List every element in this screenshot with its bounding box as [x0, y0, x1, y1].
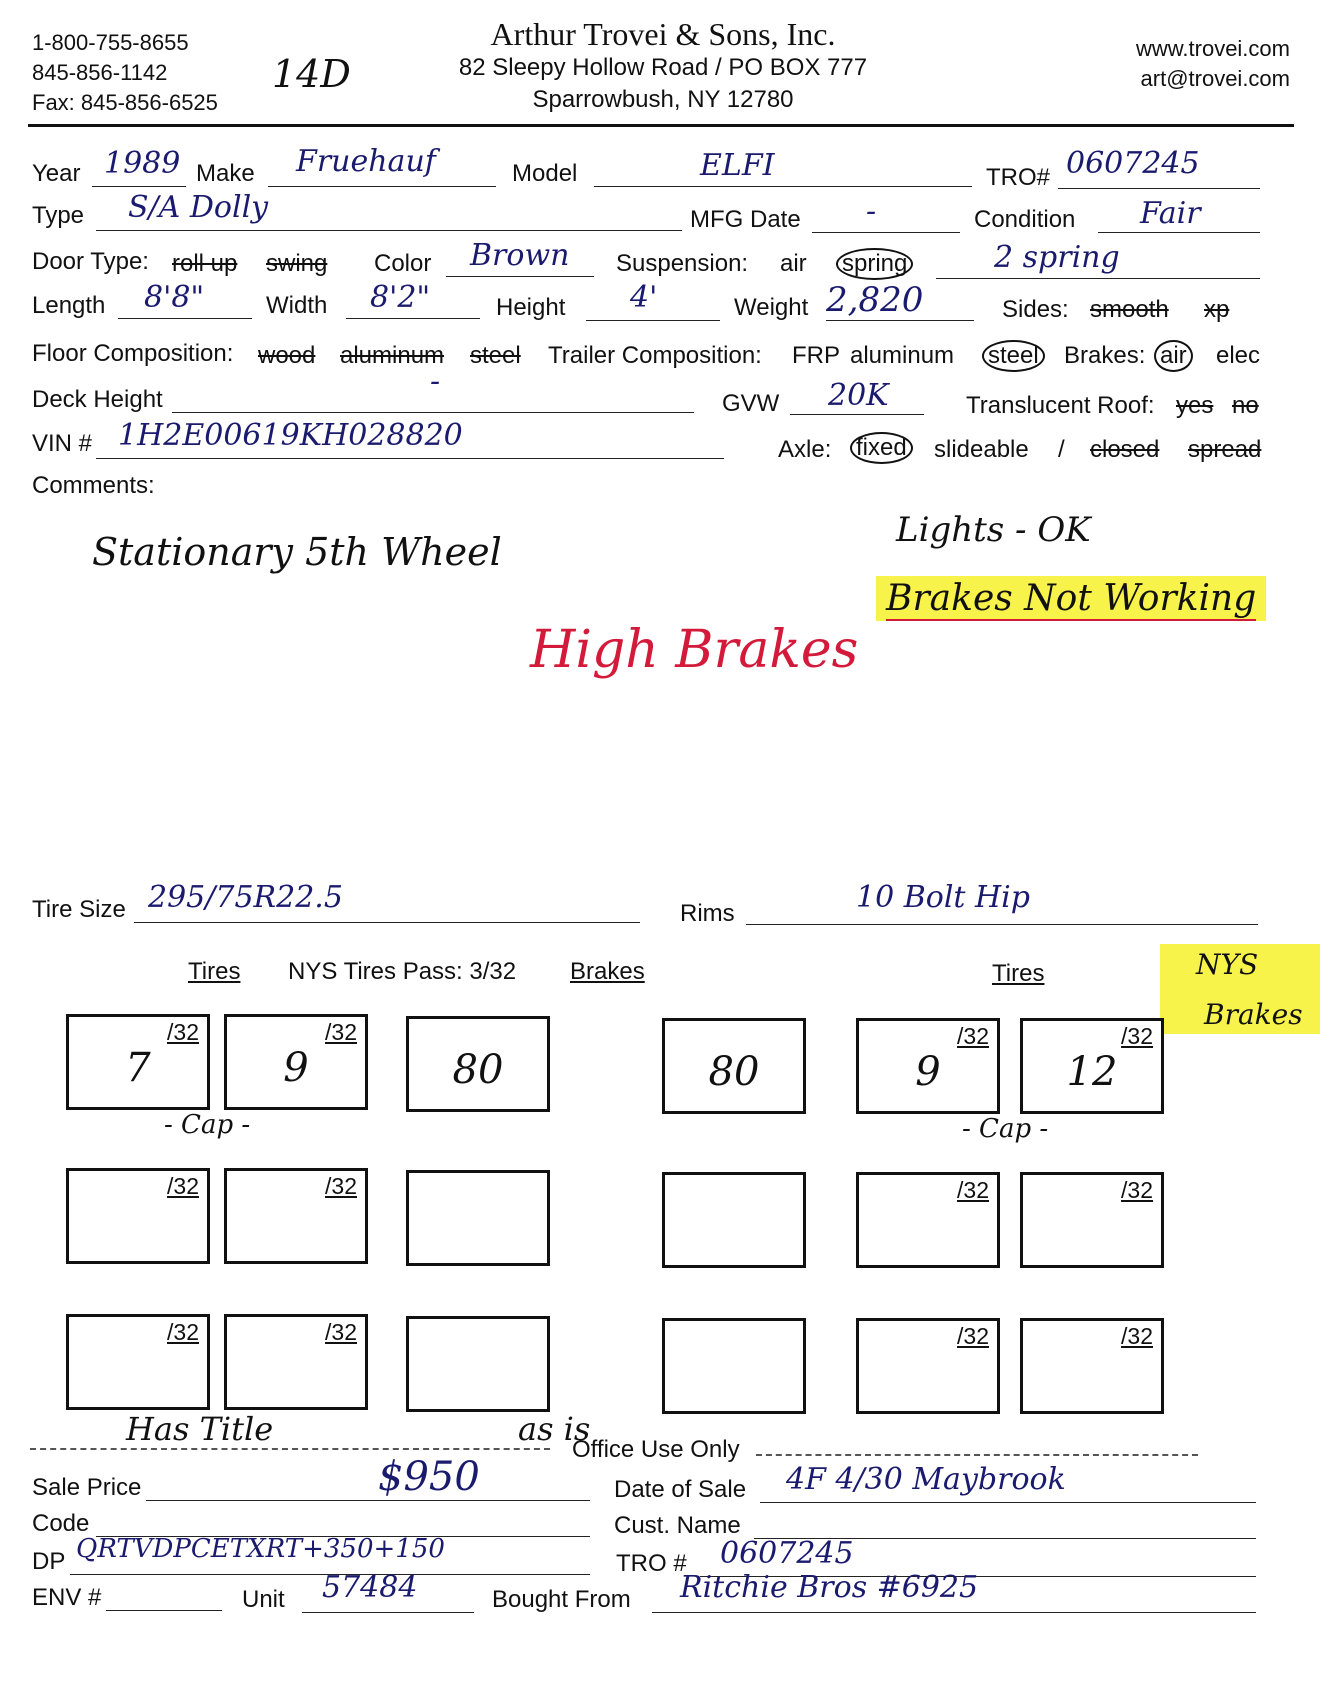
office-use-only: Office Use Only — [572, 1436, 740, 1463]
brake-box-r3-1[interactable] — [406, 1316, 550, 1412]
col-tires-left: Tires — [188, 958, 241, 985]
tire-box-r1-1[interactable] — [66, 1014, 210, 1110]
sale-price-line — [146, 1500, 590, 1501]
header-rule — [28, 124, 1294, 127]
code-label: Code — [32, 1510, 90, 1537]
weight-label: Weight — [734, 294, 809, 321]
color-value[interactable]: Brown — [470, 238, 570, 273]
color-line — [446, 276, 594, 277]
fraction: /32 — [167, 1319, 199, 1345]
length-label: Length — [32, 292, 106, 319]
condition-value[interactable]: Fair — [1140, 196, 1201, 231]
vin-label: VIN # — [32, 430, 93, 457]
note-brakes: Brakes — [1204, 998, 1303, 1031]
tire-box-r2-1[interactable] — [66, 1168, 210, 1264]
sides-label: Sides: — [1002, 296, 1069, 323]
fraction: /32 — [1121, 1323, 1153, 1349]
roof-opt-no[interactable]: no — [1232, 392, 1259, 419]
gvw-line — [790, 414, 924, 415]
office-divider-right — [756, 1454, 1198, 1456]
brake-box-r3-2[interactable] — [662, 1318, 806, 1414]
bought-from-value[interactable]: Ritchie Bros #6925 — [680, 1570, 979, 1605]
tire-box-r3-4[interactable] — [1020, 1318, 1164, 1414]
comment-lights: Lights - OK — [896, 510, 1091, 550]
rims-line — [746, 924, 1258, 925]
email: art@trovei.com — [1140, 66, 1290, 91]
year-line — [92, 186, 186, 187]
date-of-sale-value[interactable]: 4F 4/30 Maybrook — [786, 1462, 1066, 1497]
weight-line — [826, 320, 974, 321]
make-line — [268, 186, 496, 187]
bought-from-line — [652, 1612, 1256, 1613]
gvw-label: GVW — [722, 390, 780, 417]
door-opt-swing[interactable]: swing — [266, 250, 328, 277]
rims-label: Rims — [680, 900, 735, 927]
fraction: /32 — [325, 1173, 357, 1199]
tread-value: 12 — [1066, 1049, 1118, 1095]
brakes-opt-elec[interactable]: elec — [1216, 342, 1261, 369]
axle-opt-slideable[interactable]: slideable — [934, 436, 1029, 463]
env-line — [106, 1610, 222, 1611]
suspension-label: Suspension: — [616, 250, 749, 277]
brake-box-r1-2[interactable] — [662, 1018, 806, 1114]
mfg-line — [812, 232, 960, 233]
sale-price-value[interactable]: $950 — [378, 1454, 480, 1500]
height-value[interactable]: 4' — [630, 280, 658, 315]
has-title-note: Has Title — [126, 1410, 274, 1448]
axle-opt-spread[interactable]: spread — [1188, 436, 1262, 463]
brake-value: 80 — [708, 1049, 760, 1095]
weight-value[interactable]: 2,820 — [826, 280, 924, 320]
height-label: Height — [496, 294, 566, 321]
col-brakes: Brakes — [570, 958, 645, 985]
fraction: /32 — [167, 1173, 199, 1199]
sides-opt-xp[interactable]: xp — [1204, 296, 1230, 323]
length-value[interactable]: 8'8" — [144, 280, 205, 315]
condition-label: Condition — [974, 206, 1076, 233]
handwritten-code: 14D — [272, 52, 351, 96]
make-label: Make — [196, 160, 255, 187]
gvw-value[interactable]: 20K — [828, 378, 889, 413]
unit-label: Unit — [242, 1586, 285, 1613]
height-line — [586, 320, 720, 321]
tire-box-r1-3[interactable] — [856, 1018, 1000, 1114]
sale-price-label: Sale Price — [32, 1474, 142, 1501]
axle-separator: / — [1058, 436, 1065, 463]
model-line — [594, 186, 972, 187]
date-of-sale-label: Date of Sale — [614, 1476, 747, 1503]
comment-brakes-not-working-text: Brakes Not Working — [886, 578, 1257, 619]
office-tro-value[interactable]: 0607245 — [720, 1536, 854, 1571]
deck-height-value[interactable]: - — [430, 364, 441, 399]
suspension-note[interactable]: 2 spring — [994, 240, 1120, 275]
tc-opt-aluminum[interactable]: aluminum — [850, 342, 955, 369]
fraction: /32 — [325, 1319, 357, 1345]
note-nys: NYS — [1196, 948, 1259, 981]
year-label: Year — [32, 160, 81, 187]
cap-note-right: - Cap - — [962, 1114, 1049, 1144]
tire-size-value[interactable]: 295/75R22.5 — [148, 880, 343, 915]
brake-value: 80 — [452, 1047, 504, 1093]
as-is-note: as is — [518, 1410, 591, 1448]
phone-2: 845-856-1142 — [32, 60, 168, 85]
deck-height-label: Deck Height — [32, 386, 163, 413]
condition-line — [1098, 232, 1260, 233]
tire-box-r1-2[interactable] — [224, 1014, 368, 1110]
date-of-sale-line — [760, 1502, 1256, 1503]
office-divider-left — [30, 1448, 550, 1450]
tire-box-r2-4[interactable] — [1020, 1172, 1164, 1268]
axle-label: Axle: — [778, 436, 832, 463]
unit-line — [302, 1612, 474, 1613]
comment-fifth-wheel: Stationary 5th Wheel — [92, 530, 502, 574]
color-label: Color — [374, 250, 432, 277]
nys-pass-label: NYS Tires Pass: 3/32 — [288, 958, 517, 985]
tread-value: 9 — [915, 1049, 941, 1095]
floor-opt-steel[interactable]: steel — [470, 342, 521, 369]
width-label: Width — [266, 292, 328, 319]
type-label: Type — [32, 202, 85, 229]
vin-value[interactable]: 1H2E00619KH028820 — [118, 418, 463, 453]
tc-opt-steel[interactable]: steel — [982, 340, 1045, 372]
company-name: Arthur Trovei & Sons, Inc. — [490, 16, 836, 52]
tire-box-r3-3[interactable] — [856, 1318, 1000, 1414]
suspension-line — [936, 278, 1260, 279]
length-line — [118, 318, 252, 319]
dp-value[interactable]: QRTVDPCETXRT+350+150 — [76, 1534, 445, 1564]
fraction: /32 — [957, 1023, 989, 1049]
fax: Fax: 845-856-6525 — [32, 90, 218, 115]
floor-opt-aluminum[interactable]: aluminum — [340, 342, 445, 369]
axle-opt-fixed[interactable]: fixed — [850, 432, 913, 464]
tread-value: 7 — [125, 1045, 151, 1091]
comment-brakes-not-working — [876, 576, 1266, 621]
tire-box-r1-4[interactable] — [1020, 1018, 1164, 1114]
cust-name-label: Cust. Name — [614, 1512, 741, 1539]
door-type-label: Door Type: — [32, 248, 149, 275]
tire-size-label: Tire Size — [32, 896, 126, 923]
tro-label: TRO# — [986, 164, 1051, 191]
fraction: /32 — [325, 1019, 357, 1045]
vin-line — [96, 458, 724, 459]
bought-from-label: Bought From — [492, 1586, 631, 1613]
roof-label: Translucent Roof: — [966, 392, 1155, 419]
mfg-value[interactable]: - — [866, 194, 877, 229]
roof-opt-yes[interactable]: yes — [1176, 392, 1214, 419]
door-opt-rollup[interactable]: roll up — [172, 250, 238, 277]
floor-opt-wood[interactable]: wood — [258, 342, 316, 369]
cap-note-left: - Cap - — [164, 1110, 251, 1140]
unit-value[interactable]: 57484 — [322, 1570, 418, 1605]
tro-line — [1058, 188, 1260, 189]
tire-box-r3-2[interactable] — [224, 1314, 368, 1410]
type-value[interactable]: S/A Dolly — [128, 190, 269, 225]
axle-opt-closed[interactable]: closed — [1090, 436, 1160, 463]
brake-box-r1-1[interactable] — [406, 1016, 550, 1112]
brake-box-r2-1[interactable] — [406, 1170, 550, 1266]
tire-box-r2-2[interactable] — [224, 1168, 368, 1264]
width-line — [346, 318, 480, 319]
address-line-1: 82 Sleepy Hollow Road / PO BOX 777 — [458, 54, 868, 81]
tc-opt-frp[interactable]: FRP — [792, 342, 840, 369]
tire-box-r3-1[interactable] — [66, 1314, 210, 1410]
tire-box-r2-3[interactable] — [856, 1172, 1000, 1268]
website: www.trovei.com — [1135, 36, 1290, 61]
susp-opt-spring[interactable]: spring — [836, 248, 913, 280]
susp-opt-air[interactable]: air — [780, 250, 807, 277]
env-label: ENV # — [32, 1584, 102, 1611]
model-label: Model — [512, 160, 578, 187]
brake-box-r2-2[interactable] — [662, 1172, 806, 1268]
tread-value: 9 — [283, 1045, 309, 1091]
col-tires-right: Tires — [992, 960, 1045, 987]
phone-1: 1-800-755-8655 — [32, 30, 189, 55]
sides-opt-smooth[interactable]: smooth — [1090, 296, 1169, 323]
year-value[interactable]: 1989 — [104, 146, 181, 181]
fraction: /32 — [1121, 1177, 1153, 1203]
type-line — [96, 230, 682, 231]
tire-size-line — [134, 922, 640, 923]
make-value[interactable]: Fruehauf — [296, 144, 436, 179]
comments-label: Comments: — [32, 472, 155, 499]
model-value[interactable]: ELFI — [700, 148, 775, 183]
fraction: /32 — [957, 1323, 989, 1349]
rims-value[interactable]: 10 Bolt Hip — [856, 880, 1030, 915]
tro-value[interactable]: 0607245 — [1066, 146, 1200, 181]
mfg-label: MFG Date — [690, 206, 801, 233]
floor-label: Floor Composition: — [32, 340, 234, 367]
width-value[interactable]: 8'2" — [370, 280, 431, 315]
dp-label: DP — [32, 1548, 66, 1575]
trailer-comp-label: Trailer Composition: — [548, 342, 762, 369]
comment-high-brakes: High Brakes — [530, 620, 859, 680]
brakes-label: Brakes: — [1064, 342, 1146, 369]
fraction: /32 — [957, 1177, 989, 1203]
fraction: /32 — [1121, 1023, 1153, 1049]
deck-height-line — [172, 412, 694, 413]
fraction: /32 — [167, 1019, 199, 1045]
office-tro-label: TRO # — [616, 1550, 687, 1577]
address-line-2: Sparrowbush, NY 12780 — [532, 86, 794, 113]
brakes-opt-air[interactable]: air — [1154, 340, 1193, 372]
